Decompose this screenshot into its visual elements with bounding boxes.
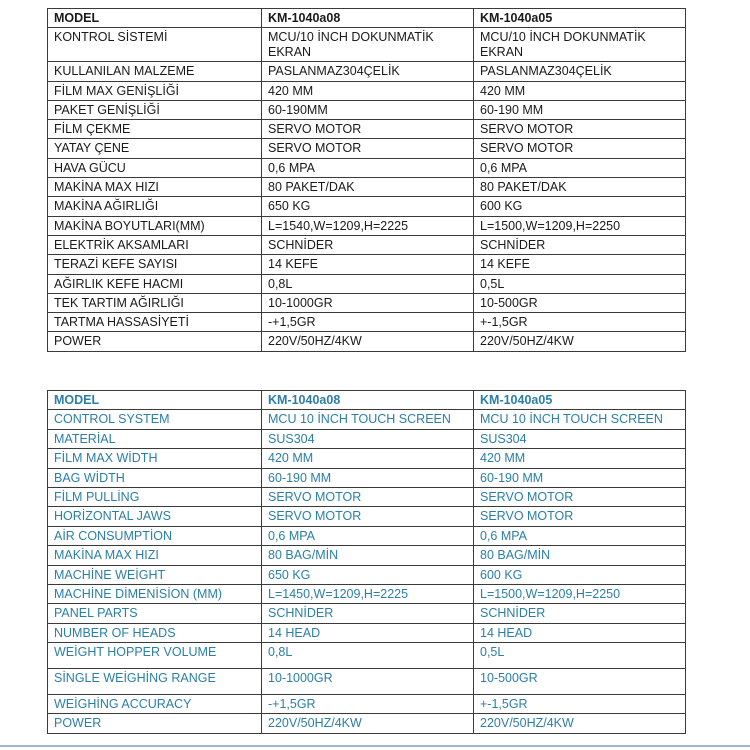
spec-value: SERVO MOTOR	[474, 507, 686, 526]
spec-value: 650 KG	[262, 565, 474, 584]
table-row	[48, 313, 686, 332]
spec-table-turkish	[47, 8, 686, 352]
spec-value: 0,5L	[474, 274, 686, 293]
spec-label: KULLANILAN MALZEME	[48, 62, 262, 81]
spec-label: MACHİNE WEİGHT	[48, 565, 262, 584]
spec-label: POWER	[48, 332, 262, 351]
table-row	[48, 714, 686, 733]
table-row	[48, 695, 686, 714]
spec-value: 0,8L	[262, 643, 474, 669]
spec-label: SİNGLE WEİGHİNG RANGE	[48, 669, 262, 695]
spec-label: PAKET GENİŞLİĞİ	[48, 100, 262, 119]
spec-label: MACHİNE DİMENİSİON (MM)	[48, 584, 262, 603]
spec-value: L=1450,W=1209,H=2225	[262, 584, 474, 603]
spec-value: 10-500GR	[474, 293, 686, 312]
spec-value: MCU 10 İNCH TOUCH SCREEN	[262, 410, 474, 429]
spec-value: SERVO MOTOR	[262, 487, 474, 506]
table-row	[48, 410, 686, 429]
spec-label: TERAZİ KEFE SAYISI	[48, 255, 262, 274]
header-model: KM-1040a05	[474, 391, 686, 410]
table-row	[48, 235, 686, 254]
spec-value: 14 HEAD	[474, 623, 686, 642]
spec-value: MCU/10 İNCH DOKUNMATİK EKRAN	[262, 28, 474, 62]
spec-value: 600 KG	[474, 565, 686, 584]
table-row	[48, 28, 686, 62]
table-row	[48, 584, 686, 603]
spec-value: +-1,5GR	[474, 695, 686, 714]
spec-value: 0,8L	[262, 274, 474, 293]
table-row	[48, 139, 686, 158]
spec-value: 14 KEFE	[262, 255, 474, 274]
spec-value: 14 KEFE	[474, 255, 686, 274]
spec-value: PASLANMAZ304ÇELİK	[474, 62, 686, 81]
spec-value: 420 MM	[262, 81, 474, 100]
spec-table-english	[47, 390, 686, 734]
table-header-row	[48, 9, 686, 28]
spec-label: NUMBER OF HEADS	[48, 623, 262, 642]
spec-value: SERVO MOTOR	[262, 139, 474, 158]
spec-value: SUS304	[474, 429, 686, 448]
spec-label: POWER	[48, 714, 262, 733]
spec-label: AĞIRLIK KEFE HACMI	[48, 274, 262, 293]
table-row	[48, 62, 686, 81]
spec-value: -+1,5GR	[262, 695, 474, 714]
spec-label: HAVA GÜCU	[48, 158, 262, 177]
spec-label: TARTMA HASSASİYETİ	[48, 313, 262, 332]
spec-label: FİLM PULLİNG	[48, 487, 262, 506]
table-row	[48, 293, 686, 312]
spec-label: FİLM MAX WİDTH	[48, 449, 262, 468]
header-model: KM-1040a05	[474, 9, 686, 28]
spec-label: HORİZONTAL JAWS	[48, 507, 262, 526]
spec-value: 220V/50HZ/4KW	[474, 714, 686, 733]
table-row	[48, 332, 686, 351]
table-row	[48, 216, 686, 235]
spec-value: 60-190MM	[262, 100, 474, 119]
spec-value: SERVO MOTOR	[474, 139, 686, 158]
spec-label: CONTROL SYSTEM	[48, 410, 262, 429]
table-row	[48, 507, 686, 526]
spec-value: +-1,5GR	[474, 313, 686, 332]
spec-label: MAKİNA BOYUTLARI(MM)	[48, 216, 262, 235]
spec-value: 420 MM	[262, 449, 474, 468]
table-row	[48, 429, 686, 448]
spec-value: SCHNİDER	[262, 604, 474, 623]
spec-label: PANEL PARTS	[48, 604, 262, 623]
spec-label: WEİGHİNG ACCURACY	[48, 695, 262, 714]
spec-value: 10-1000GR	[262, 293, 474, 312]
table-row	[48, 526, 686, 545]
spec-value: 220V/50HZ/4KW	[474, 332, 686, 351]
table-row	[48, 158, 686, 177]
spec-value: 60-190 MM	[262, 468, 474, 487]
table-row	[48, 468, 686, 487]
spec-value: SERVO MOTOR	[262, 120, 474, 139]
table-row	[48, 178, 686, 197]
spec-label: ELEKTRİK AKSAMLARI	[48, 235, 262, 254]
spec-value: 80 BAG/MİN	[262, 546, 474, 565]
spec-value: 420 MM	[474, 449, 686, 468]
spec-label: KONTROL SİSTEMİ	[48, 28, 262, 62]
spec-value: MCU 10 İNCH TOUCH SCREEN	[474, 410, 686, 429]
header-label: MODEL	[48, 391, 262, 410]
spec-label: TEK TARTIM AĞIRLIĞI	[48, 293, 262, 312]
table-row	[48, 274, 686, 293]
spec-value: 10-500GR	[474, 669, 686, 695]
spec-value: SCHNİDER	[262, 235, 474, 254]
header-label: MODEL	[48, 9, 262, 28]
bottom-divider	[0, 745, 750, 747]
spec-value: 10-1000GR	[262, 669, 474, 695]
table-row	[48, 100, 686, 119]
spec-value: 0,6 MPA	[262, 526, 474, 545]
spec-value: 0,6 MPA	[262, 158, 474, 177]
spec-label: MATERİAL	[48, 429, 262, 448]
spec-value: SCHNİDER	[474, 235, 686, 254]
table-row	[48, 669, 686, 695]
spec-value: 0,5L	[474, 643, 686, 669]
spec-label: YATAY ÇENE	[48, 139, 262, 158]
spec-value: 60-190 MM	[474, 468, 686, 487]
table-row	[48, 604, 686, 623]
header-model: KM-1040a08	[262, 391, 474, 410]
table-row	[48, 643, 686, 669]
spec-label: MAKİNA MAX HIZI	[48, 178, 262, 197]
spec-label: BAG WİDTH	[48, 468, 262, 487]
spec-value: 420 MM	[474, 81, 686, 100]
spec-label: FİLM MAX GENİŞLİĞİ	[48, 81, 262, 100]
spec-label: MAKİNA MAX HIZI	[48, 546, 262, 565]
spec-value: 220V/50HZ/4KW	[262, 714, 474, 733]
spec-value: L=1500,W=1209,H=2250	[474, 216, 686, 235]
spec-value: L=1500,W=1209,H=2250	[474, 584, 686, 603]
spec-value: 80 PAKET/DAK	[262, 178, 474, 197]
spec-value: 650 KG	[262, 197, 474, 216]
spec-value: 80 BAG/MİN	[474, 546, 686, 565]
spec-value: 0,6 MPA	[474, 526, 686, 545]
spec-value: -+1,5GR	[262, 313, 474, 332]
table-row	[48, 565, 686, 584]
spec-label: WEİGHT HOPPER VOLUME	[48, 643, 262, 669]
table-header-row	[48, 391, 686, 410]
spec-value: 14 HEAD	[262, 623, 474, 642]
table-row	[48, 255, 686, 274]
spec-value: SUS304	[262, 429, 474, 448]
spec-value: PASLANMAZ304ÇELİK	[262, 62, 474, 81]
table-row	[48, 623, 686, 642]
spec-label: MAKİNA AĞIRLIĞI	[48, 197, 262, 216]
header-model: KM-1040a08	[262, 9, 474, 28]
spec-label: FİLM ÇEKME	[48, 120, 262, 139]
spec-value: SERVO MOTOR	[474, 487, 686, 506]
table-row	[48, 487, 686, 506]
spec-value: SERVO MOTOR	[262, 507, 474, 526]
table-row	[48, 197, 686, 216]
spec-value: 0,6 MPA	[474, 158, 686, 177]
table-row	[48, 449, 686, 468]
table-row	[48, 120, 686, 139]
table-row	[48, 546, 686, 565]
spec-value: SERVO MOTOR	[474, 120, 686, 139]
spec-value: 60-190 MM	[474, 100, 686, 119]
table-row	[48, 81, 686, 100]
spec-label: AİR CONSUMPTİON	[48, 526, 262, 545]
spec-value: MCU/10 İNCH DOKUNMATİK EKRAN	[474, 28, 686, 62]
spec-value: 80 PAKET/DAK	[474, 178, 686, 197]
spec-value: L=1540,W=1209,H=2225	[262, 216, 474, 235]
spec-value: 600 KG	[474, 197, 686, 216]
spec-value: 220V/50HZ/4KW	[262, 332, 474, 351]
spec-value: SCHNİDER	[474, 604, 686, 623]
